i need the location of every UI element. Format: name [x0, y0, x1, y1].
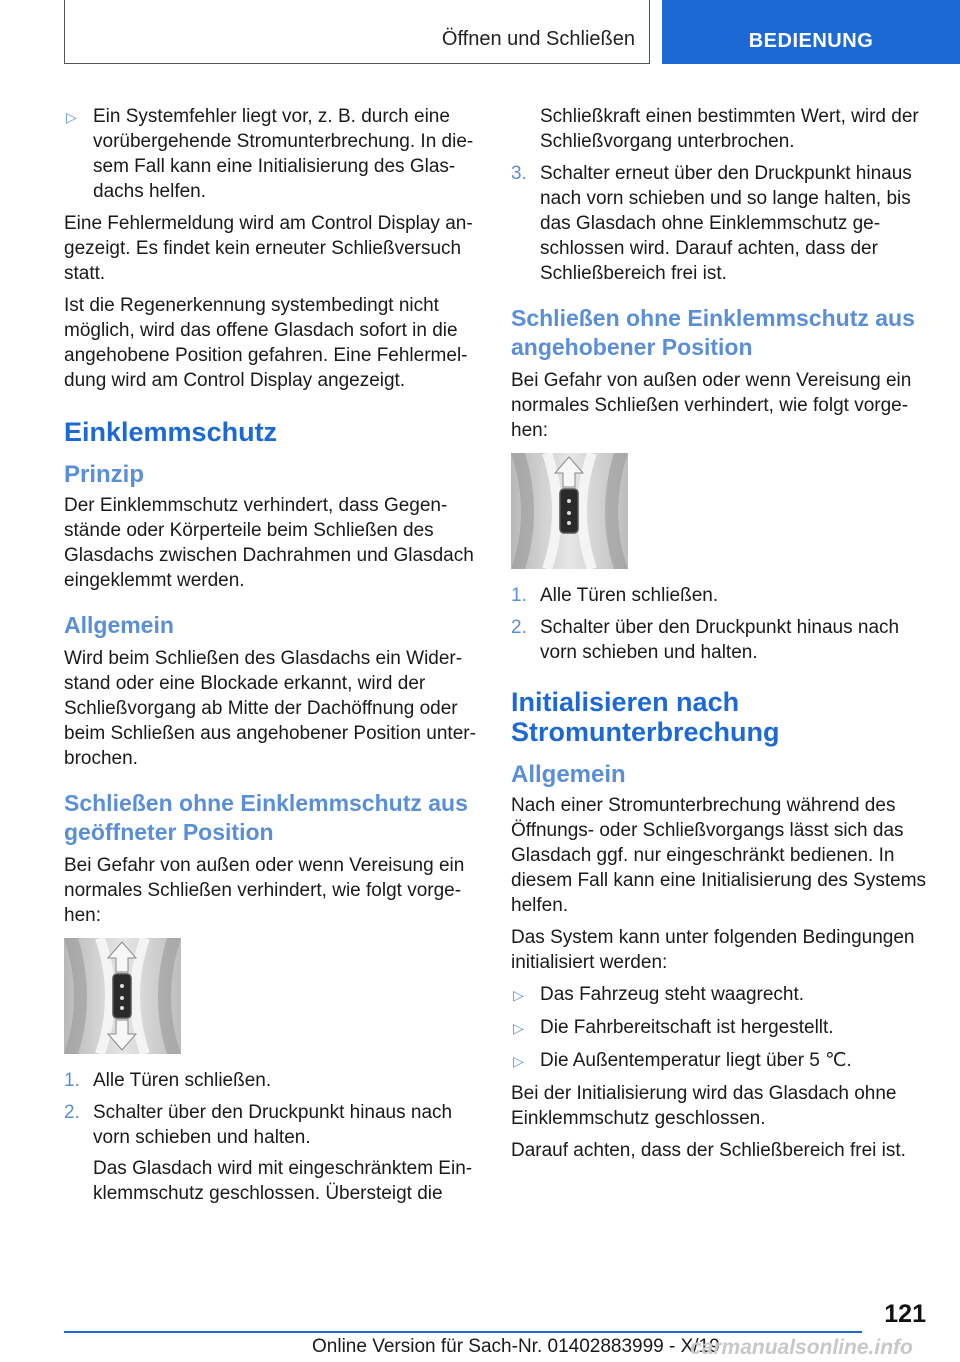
watermark: carmanualsonline.info	[690, 1336, 913, 1359]
list-item	[511, 583, 931, 608]
subheading-schliessen-geoeffnet: Schließen ohne Einklemmschutz aus geöffneter Position	[64, 790, 468, 845]
list-item	[511, 982, 931, 1008]
paragraph: Das System kann unter folgenden Bedingungen initialisiert werden:	[511, 927, 915, 973]
list-item	[511, 615, 931, 665]
step-text: Alle Türen schließen.	[540, 585, 719, 606]
list-item-text: Das Fahrzeug steht waagrecht.	[540, 984, 805, 1005]
footer-divider	[64, 1331, 862, 1333]
subheading-prinzip: Prinzip	[64, 461, 145, 488]
right-column	[511, 104, 931, 1170]
paragraph: Wird beim Schließen des Glasdachs ein Wider-stand oder eine Blockade erkannt, wird der Schließvorgang ab Mitte der Dachöffnung oder beim Schließen aus angehobener Position unter-brochen.	[64, 648, 476, 769]
subheading-allgemein: Allgemein	[64, 612, 174, 638]
left-column	[64, 104, 480, 1206]
header-section-label: BEDIENUNG	[748, 30, 874, 52]
step-number: 2.	[511, 617, 527, 638]
paragraph: Nach einer Stromunterbrechung während des Öffnungs- oder Schließvorgangs lässt sich das Glasdach ggf. nur eingeschränkt bedienen. In diesem Fall kann eine Initialisierung des Systems helfen.	[511, 795, 927, 916]
roof-switch-photo	[511, 453, 628, 569]
step-text: Alle Türen schließen.	[93, 1070, 272, 1091]
page-header	[0, 0, 960, 66]
step-text: Schalter über den Druckpunkt hinaus nach vorn schieben und halten.	[93, 1102, 453, 1148]
list-item	[64, 104, 480, 204]
list-item-text: Die Außentemperatur liegt über 5 ℃.	[540, 1050, 852, 1071]
list-item	[511, 1015, 931, 1041]
triangle-right-icon: ▷	[66, 109, 77, 125]
step-text: Schalter über den Druckpunkt hinaus nach vorn schieben und halten.	[540, 617, 900, 663]
list-item	[511, 161, 931, 286]
triangle-right-icon: ▷	[513, 1020, 524, 1036]
header-chapter-box	[64, 0, 650, 64]
paragraph: Bei Gefahr von außen oder wenn Vereisung ein normales Schließen verhindert, wie folgt vorge-hen:	[511, 370, 912, 441]
list-item	[64, 1068, 480, 1093]
step-number: 2.	[64, 1102, 80, 1123]
triangle-right-icon: ▷	[513, 1053, 524, 1069]
step-number: 1.	[64, 1070, 80, 1091]
list-item	[64, 1100, 480, 1150]
step-number: 3.	[511, 163, 527, 184]
step-continuation: Das Glasdach wird mit eingeschränktem Ein-klemmschutz geschlossen. Übersteigt die	[93, 1158, 473, 1204]
header-chapter-title: Öffnen und Schließen	[441, 28, 635, 50]
roof-switch-photo	[64, 938, 181, 1054]
paragraph: Bei Gefahr von außen oder wenn Vereisung ein normales Schließen verhindert, wie folgt vorge-hen:	[64, 855, 465, 926]
page-number: 121	[884, 1300, 926, 1328]
paragraph: Bei der Initialisierung wird das Glasdach ohne Einklemmschutz geschlossen.	[511, 1083, 897, 1129]
section-heading-einklemmschutz: Einklemmschutz	[64, 417, 278, 447]
step-text: Schalter erneut über den Druckpunkt hinaus nach vorn schieben und so lange halten, bis das Glasdach ohne Einklemmschutz ge-schlossen wird. Darauf achten, dass der Schließbereich frei ist.	[540, 163, 912, 284]
footer-online-version: Online Version für Sach-Nr. 01402883999 - X/19	[312, 1336, 720, 1357]
subheading-allgemein: Allgemein	[511, 761, 626, 788]
paragraph: Darauf achten, dass der Schließbereich frei ist.	[511, 1140, 906, 1161]
subheading-schliessen-angehoben: Schließen ohne Einklemmschutz aus angehobener Position	[511, 305, 915, 360]
paragraph: Ist die Regenerkennung systembedingt nicht möglich, wird das offene Glasdach sofort in die angehobene Position gefahren. Eine Fehlermel-dung wird am Control Display angezeigt.	[64, 295, 468, 391]
step-continuation: Schließkraft einen bestimmten Wert, wird der Schließvorgang unterbrochen.	[540, 106, 919, 152]
header-section-tab	[662, 0, 960, 64]
list-item	[511, 1048, 931, 1074]
triangle-right-icon: ▷	[513, 987, 524, 1003]
paragraph: Der Einklemmschutz verhindert, dass Gegen-stände oder Körperteile beim Schließen des Glasdachs zwischen Dachrahmen und Glasdach eingeklemmt werden.	[64, 495, 474, 591]
step-number: 1.	[511, 585, 527, 606]
paragraph: Eine Fehlermeldung wird am Control Display an-gezeigt. Es findet kein erneuter Schließversuch statt.	[64, 213, 473, 284]
list-item-text: Die Fahrbereitschaft ist hergestellt.	[540, 1017, 834, 1038]
list-item-text: Ein Systemfehler liegt vor, z. B. durch eine vorübergehende Stromunterbrechung. In die-sem Fall kann eine Initialisierung des Glas-dachs helfen.	[93, 106, 474, 202]
section-heading-initialisieren: Initialisieren nach Stromunterbrechung	[511, 687, 780, 747]
